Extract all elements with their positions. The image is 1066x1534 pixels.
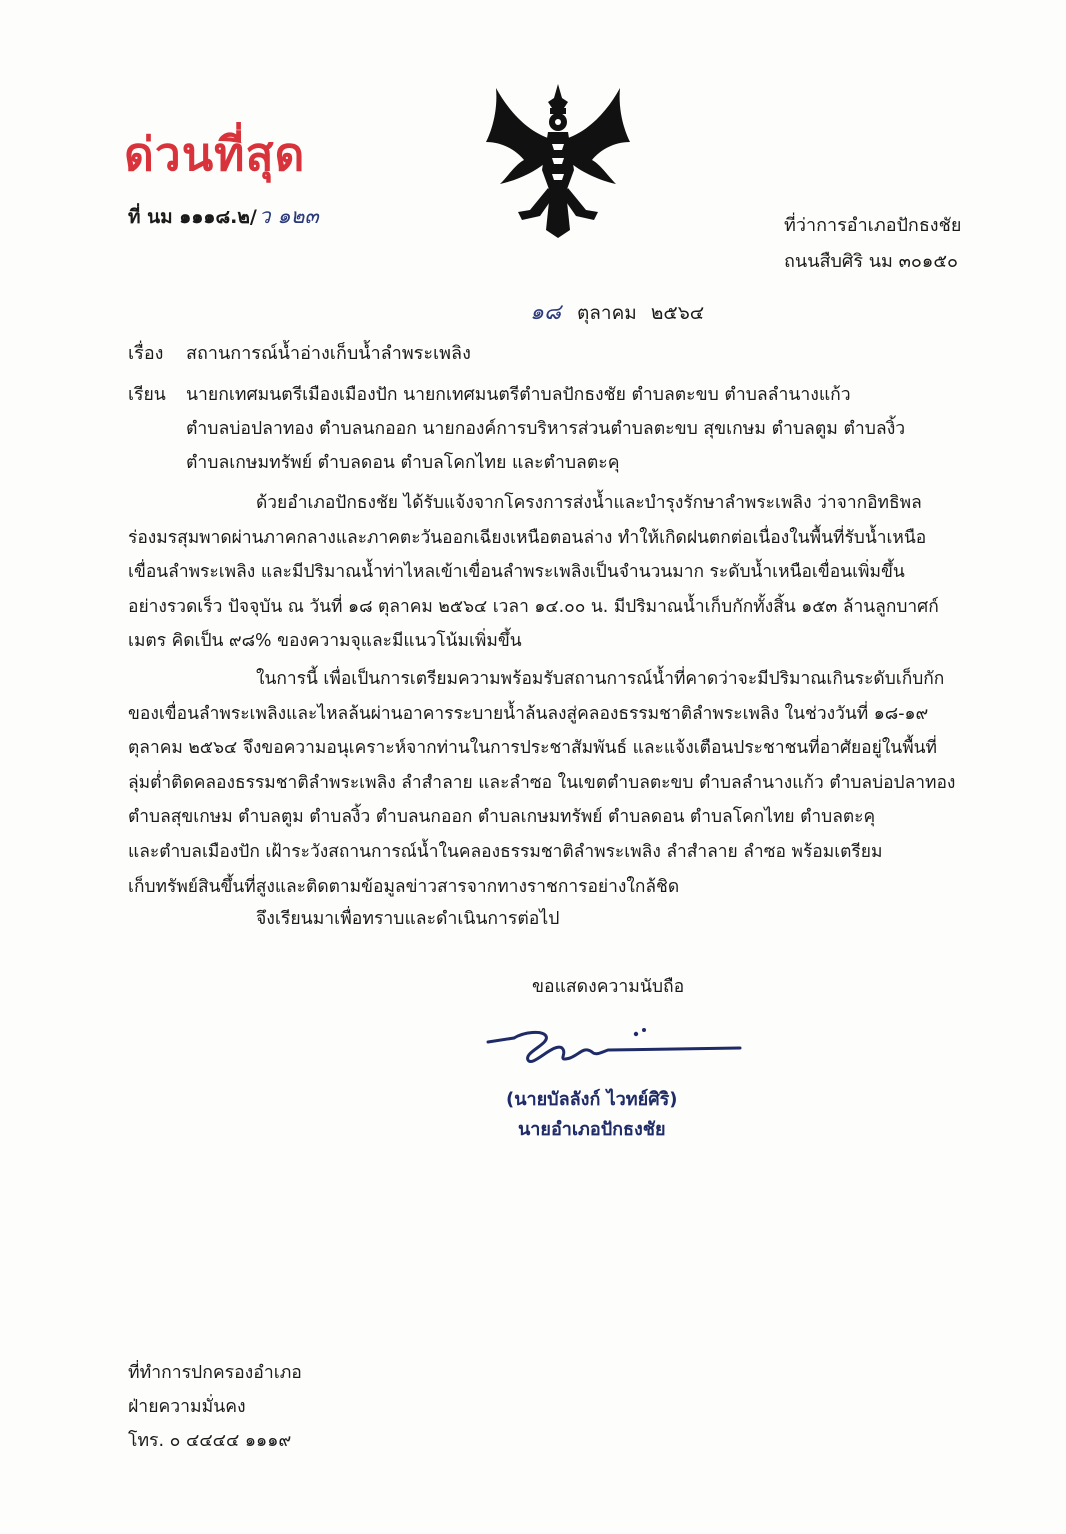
office-address-line1: ที่ว่าการอำเภอปักธงชัย	[784, 215, 962, 236]
footer-phone: โทร. ๐ ๔๔๔๔ ๑๑๑๙	[128, 1431, 292, 1451]
footer-office: ที่ทำการปกครองอำเภอ	[128, 1363, 302, 1383]
paragraph-line: เก็บทรัพย์สินขึ้นที่สูงและติดตามข้อมูลข่าวสารจากทางราชการอย่างใกล้ชิด	[128, 876, 680, 897]
paragraph-line: ด้วยอำเภอปักธงชัย ได้รับแจ้งจากโครงการส่งน้ำและบำรุงรักษาลำพระเพลิง ว่าจากอิทธิพล	[256, 493, 922, 513]
paragraph-line: ของเขื่อนลำพระเพลิงและไหลล้นผ่านอาคารระบายน้ำล้นลงสู่คลองธรรมชาติลำพระเพลิง ในช่วงวันที่ ๑๘-๑๙	[128, 703, 929, 724]
paragraph-line: เมตร คิดเป็น ๙๘% ของความจุและมีแนวโน้มเพิ่มขึ้น	[128, 631, 522, 652]
paragraph-line: ตุลาคม ๒๕๖๔ จึงขอความอนุเคราะห์จากท่านในการประชาสัมพันธ์ และแจ้งเตือนประชาชนที่อาศัยอยู่ในพื้นที่	[128, 738, 938, 759]
subject-label: เรื่อง	[128, 343, 164, 364]
recipient-label: เรียน	[128, 385, 166, 405]
letter-date	[530, 294, 704, 329]
paragraph-line: และตำบลเมืองปัก เฝ้าระวังสถานการณ์น้ำในคลองธรรมชาติลำพระเพลิง ลำสำลาย ลำซอ พร้อมเตรียม	[128, 841, 883, 862]
subject-line	[128, 338, 471, 367]
closing-sentence: จึงเรียนมาเพื่อทราบและดำเนินการต่อไป	[256, 909, 560, 929]
handwritten-signature	[484, 1022, 744, 1082]
recipient-line: ตำบลบ่อปลาทอง ตำบลนกออก นายกองค์การบริหารส่วนตำบลตะขบ สุขเกษม ตำบลตูม ตำบลงิ้ว	[186, 419, 906, 439]
signer-position: นายอำเภอปักธงชัย	[518, 1119, 666, 1140]
recipient-line: นายกเทศมนตรีเมืองเมืองปัก นายกเทศมนตรีตำบลปักธงชัย ตำบลตะขบ ตำบลลำนางแก้ว	[186, 385, 851, 405]
paragraph-line: เขื่อนลำพระเพลิง และมีปริมาณน้ำท่าไหลเข้าเขื่อนลำพระเพลิงเป็นจำนวนมาก ระดับน้ำเหนือเขื่อนเพิ่มขึ้น	[128, 562, 905, 583]
garuda-emblem-icon	[478, 80, 638, 240]
document-number	[128, 200, 319, 233]
urgency-stamp: ด่วนที่สุด	[124, 127, 306, 181]
footer-department: ฝ่ายความมั่นคง	[128, 1397, 246, 1417]
paragraph-line: ในการนี้ เพื่อเป็นการเตรียมความพร้อมรับสถานการณ์น้ำที่คาดว่าจะมีปริมาณเกินระดับเก็บกัก	[256, 669, 945, 689]
paragraph-line: ตำบลสุขเกษม ตำบลตูม ตำบลงิ้ว ตำบลนกออก ตำบลเกษมทรัพย์ ตำบลดอน ตำบลโคกไทย ตำบลตะคุ	[128, 807, 876, 828]
paragraph-line: ลุ่มต่ำติดคลองธรรมชาติลำพระเพลิง ลำสำลาย และลำซอ ในเขตตำบลตะขบ ตำบลลำนางแก้ว ตำบลบ่อปลาทอง	[128, 772, 956, 793]
date-month: ตุลาคม	[576, 302, 637, 324]
signer-name: (นายบัลลังก์ ไวทย์ศิริ)	[506, 1089, 678, 1110]
office-address-line2: ถนนสืบศิริ นม ๓๐๑๕๐	[784, 251, 958, 272]
recipient-line: ตำบลเกษมทรัพย์ ตำบลดอน ตำบลโคกไทย และตำบลตะคุ	[186, 453, 620, 473]
date-year: ๒๕๖๔	[650, 302, 705, 324]
document-number-handwritten: ว ๑๒๓	[258, 204, 319, 228]
paragraph-line: ร่องมรสุมพาดผ่านภาคกลางและภาคตะวันออกเฉียงเหนือตอนล่าง ทำให้เกิดฝนตกต่อเนื่องในพื้นที่รับน้ำเหนือ	[128, 527, 927, 548]
body-paragraph-1	[128, 486, 976, 659]
date-day: ๑๘	[530, 300, 561, 325]
recipient-block	[128, 378, 905, 480]
document-number-prefix: ที่ นม ๑๑๑๘.๒/	[128, 206, 257, 228]
paragraph-line: อย่างรวดเร็ว ปัจจุบัน ณ วันที่ ๑๘ ตุลาคม ๒๕๖๔ เวลา ๑๔.๐๐ น. มีปริมาณน้ำเก็บกักทั้งสิ้น ๑๕๓ ล้านลูกบาศก์	[128, 596, 939, 617]
subject-text: สถานการณ์น้ำอ่างเก็บน้ำลำพระเพลิง	[186, 343, 471, 364]
body-paragraph-2	[128, 662, 976, 904]
regards-line: ขอแสดงความนับถือ	[532, 977, 685, 997]
